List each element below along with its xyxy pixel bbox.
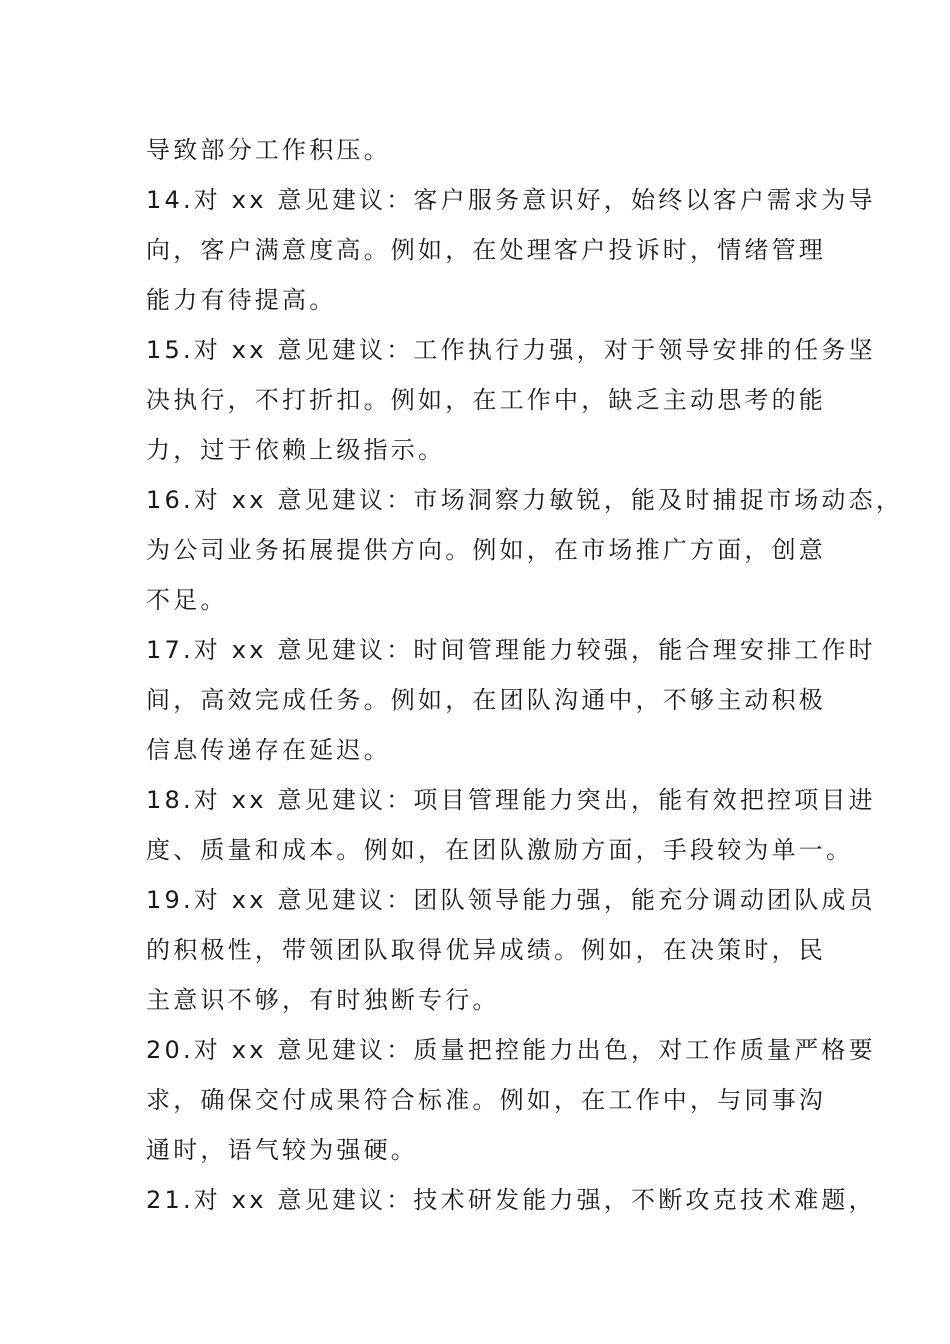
text-line: 力，过于依赖上级指示。 xyxy=(146,436,446,464)
text-line: 通时，语气较为强硬。 xyxy=(146,1136,418,1164)
text-line: 决执行，不打折扣。例如，在工作中，缺乏主动思考的能 xyxy=(146,386,826,414)
text-line: 18.对 xx 意见建议：项目管理能力突出，能有效把控项目进 xyxy=(146,786,876,814)
text-line: 间，高效完成任务。例如，在团队沟通中，不够主动积极 xyxy=(146,686,826,714)
text-line: 向，客户满意度高。例如，在处理客户投诉时，情绪管理 xyxy=(146,236,826,264)
text-line: 求，确保交付成果符合标准。例如，在工作中，与同事沟 xyxy=(146,1086,826,1114)
text-line: 不足。 xyxy=(146,586,228,614)
text-line: 20.对 xx 意见建议：质量把控能力出色，对工作质量严格要 xyxy=(146,1036,876,1064)
text-line: 16.对 xx 意见建议：市场洞察力敏锐，能及时捕捉市场动态， xyxy=(146,486,904,514)
text-line: 信息传递存在延迟。 xyxy=(146,736,391,764)
text-line: 17.对 xx 意见建议：时间管理能力较强，能合理安排工作时 xyxy=(146,636,876,664)
text-line: 14.对 xx 意见建议：客户服务意识好，始终以客户需求为导 xyxy=(146,186,876,214)
text-line: 的积极性，带领团队取得优异成绩。例如，在决策时，民 xyxy=(146,936,826,964)
text-line: 19.对 xx 意见建议：团队领导能力强，能充分调动团队成员 xyxy=(146,886,876,914)
text-line: 主意识不够，有时独断专行。 xyxy=(146,986,500,1014)
text-line: 21.对 xx 意见建议：技术研发能力强，不断攻克技术难题， xyxy=(146,1186,876,1214)
text-line: 导致部分工作积压。 xyxy=(146,136,391,164)
document-body xyxy=(146,125,904,1225)
text-line: 能力有待提高。 xyxy=(146,286,337,314)
text-line: 为公司业务拓展提供方向。例如，在市场推广方面，创意 xyxy=(146,536,826,564)
text-line: 15.对 xx 意见建议：工作执行力强，对于领导安排的任务坚 xyxy=(146,336,876,364)
text-line: 度、质量和成本。例如，在团队激励方面，手段较为单一。 xyxy=(146,836,854,864)
